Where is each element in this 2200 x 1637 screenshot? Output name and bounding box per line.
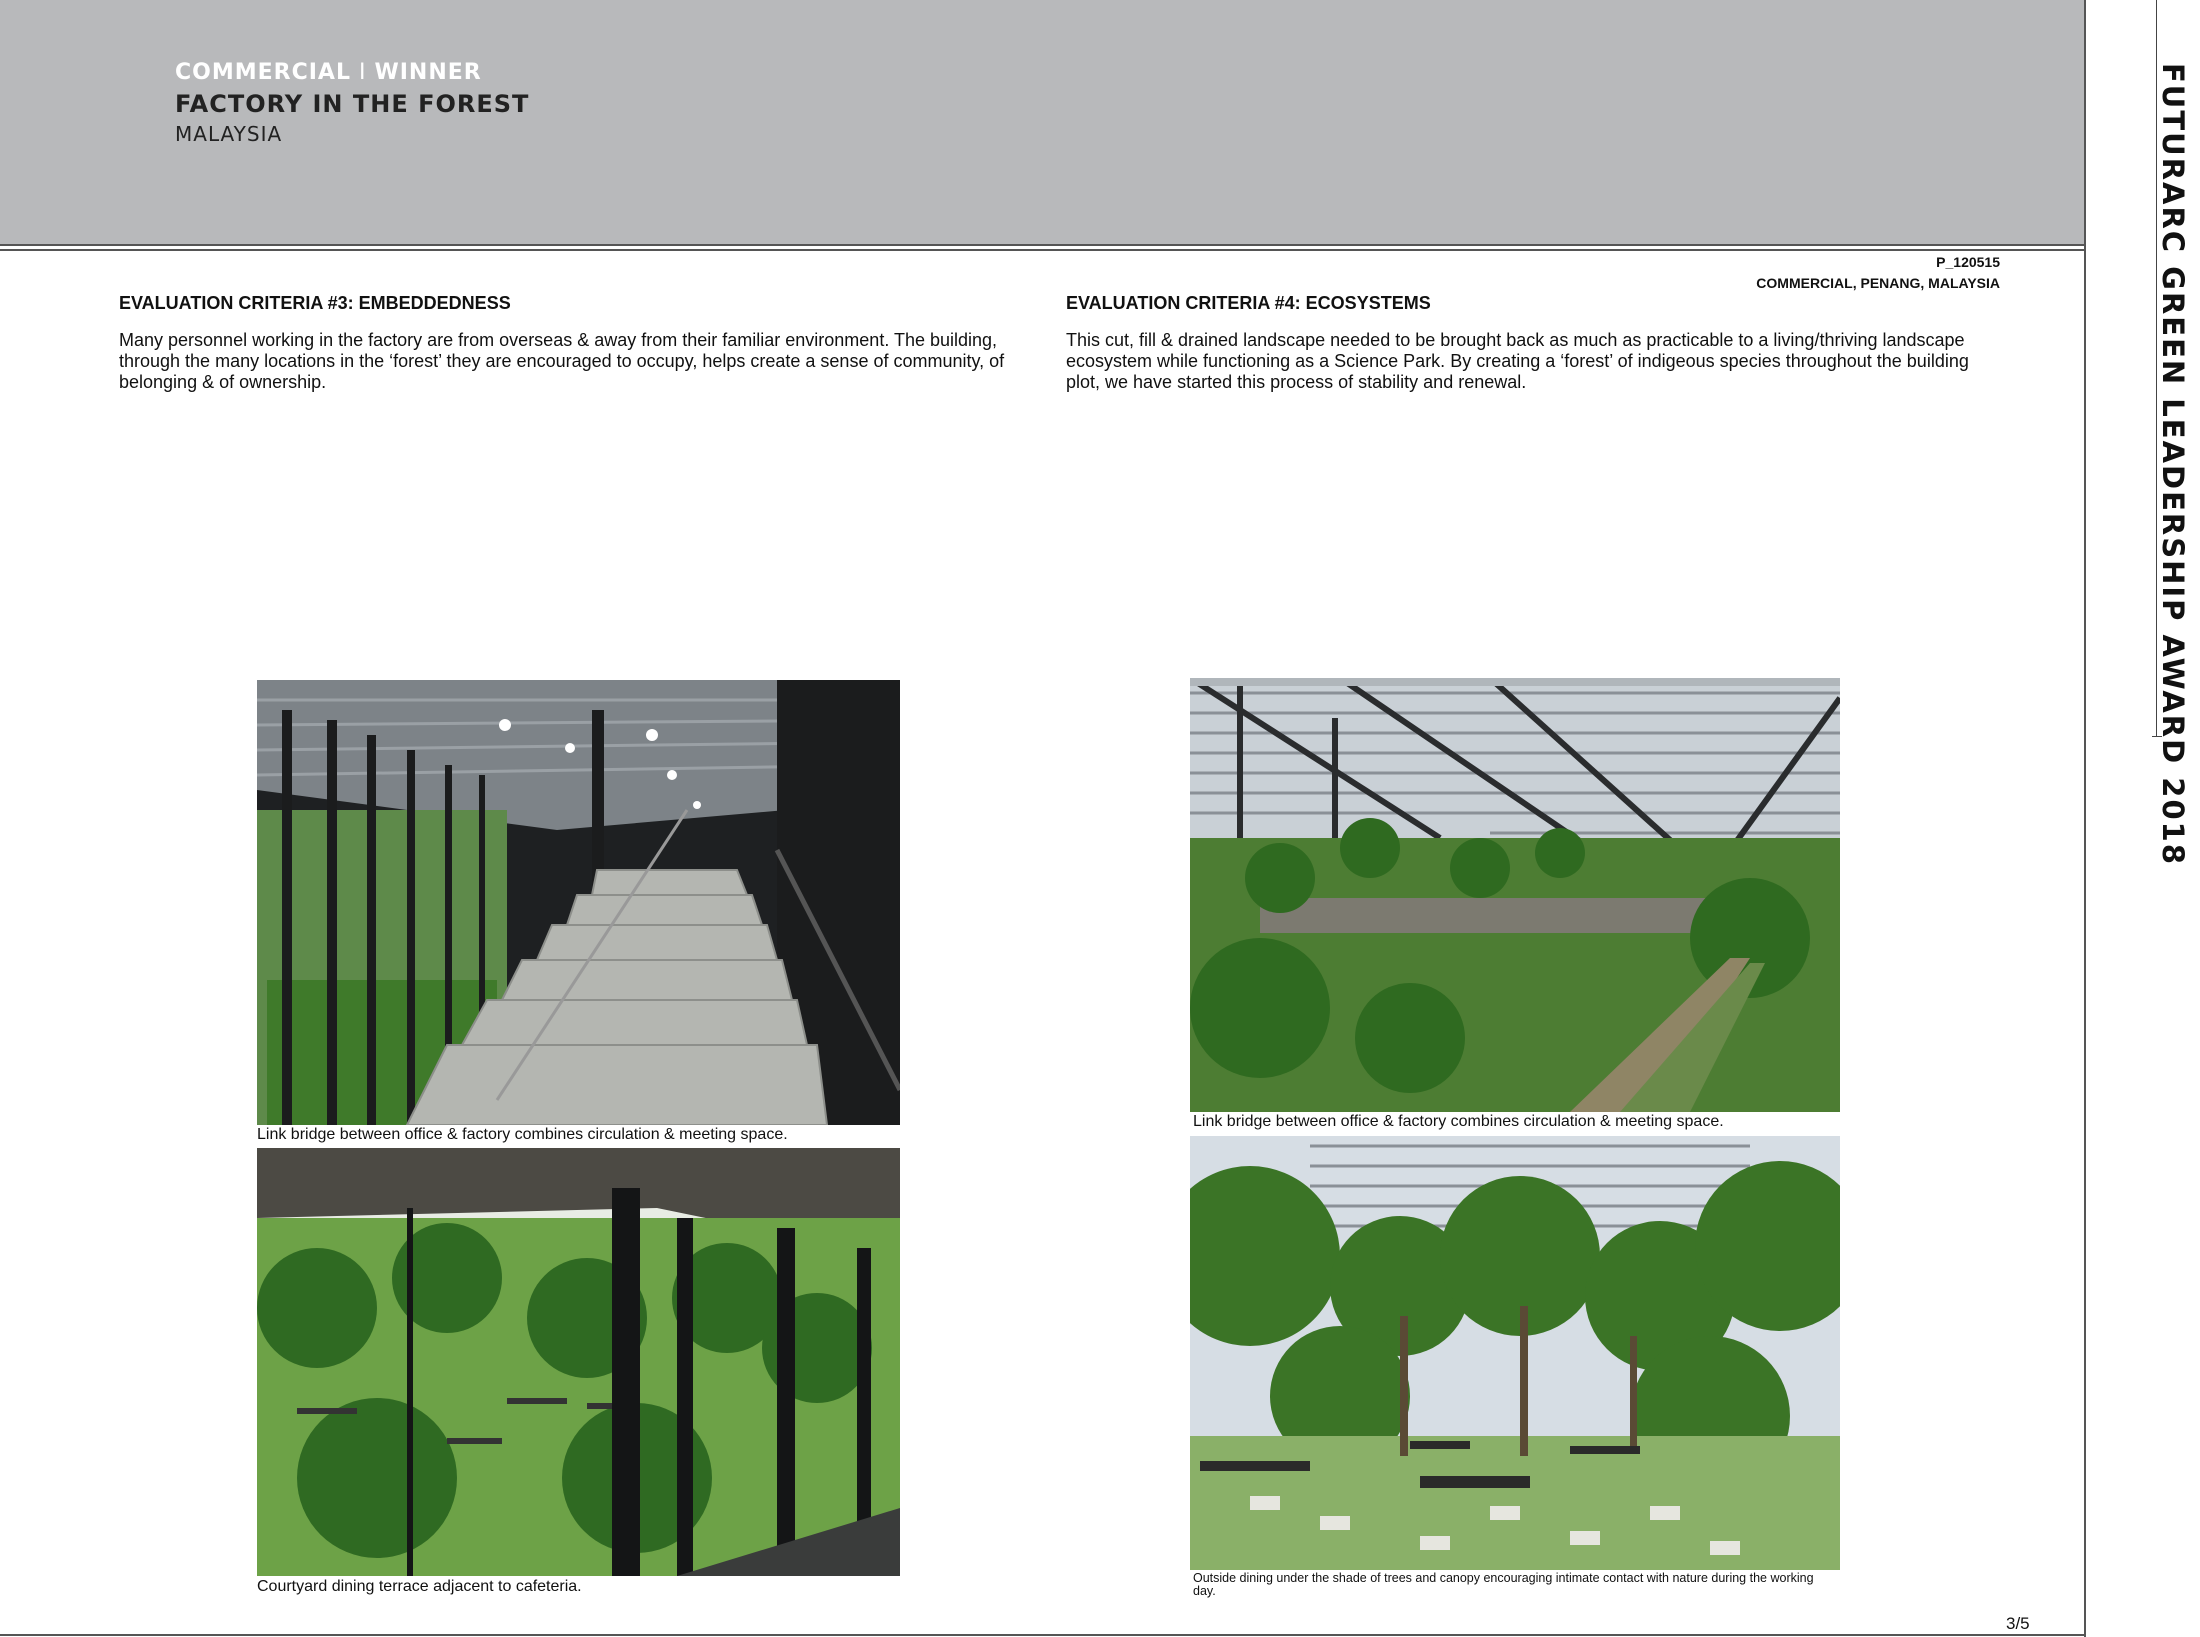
award-separator: I xyxy=(358,60,367,85)
criteria-3-body: Many personnel working in the factory are from overseas & away from their familiar environment. The building, through the many locations in the ‘forest’ they are encouraged to occupy, helps create a sense of community, of belonging & of ownership. xyxy=(119,330,1005,392)
photo-outside-dining xyxy=(1190,1136,1840,1570)
side-award-banner: FUTURARC GREEN LEADERSHIP AWARD 2018 xyxy=(2156,63,2190,867)
criteria-4-heading: EVALUATION CRITERIA #4: ECOSYSTEMS xyxy=(1066,293,1431,313)
frame-rule-bottom xyxy=(0,1634,2086,1636)
award-category: COMMERCIAL xyxy=(175,60,351,85)
frame-rule-top xyxy=(0,244,2086,246)
award-category-line xyxy=(175,60,482,85)
photo-staircase-link-bridge xyxy=(257,680,900,1125)
award-status: WINNER xyxy=(374,60,482,85)
project-reference xyxy=(1756,252,2000,294)
project-country: MALAYSIA xyxy=(175,122,283,146)
photo-caption: Outside dining under the shade of trees and canopy encouraging intimate contact with nature during the working day. xyxy=(1193,1571,1814,1598)
page-number: 3/5 xyxy=(2006,1614,2030,1633)
photo-courtyard-dining xyxy=(257,1148,900,1576)
photo-caption: Courtyard dining terrace adjacent to cafeteria. xyxy=(257,1578,582,1595)
criteria-4-body: This cut, fill & drained landscape needed to be brought back as much as practicable to a living/thriving landscape ecosystem while functioning as a Science Park. By creating a ‘forest’ of indigeous species throughout the building plot, we have started this process of stability and renewal. xyxy=(1066,330,1969,392)
photo-caption: Link bridge between office & factory combines circulation & meeting space. xyxy=(257,1126,788,1143)
reference-code: P_120515 xyxy=(1936,254,2000,270)
photo-caption: Link bridge between office & factory combines circulation & meeting space. xyxy=(1193,1113,1724,1130)
reference-location: COMMERCIAL, PENANG, MALAYSIA xyxy=(1756,275,2000,291)
frame-rule-right xyxy=(2084,0,2086,1637)
frame-rule-top-inner xyxy=(0,249,2086,251)
header-band xyxy=(0,0,2086,244)
photo-canopy-garden xyxy=(1190,678,1840,1112)
project-title: FACTORY IN THE FOREST xyxy=(175,90,530,118)
criteria-3-heading: EVALUATION CRITERIA #3: EMBEDDEDNESS xyxy=(119,293,511,313)
